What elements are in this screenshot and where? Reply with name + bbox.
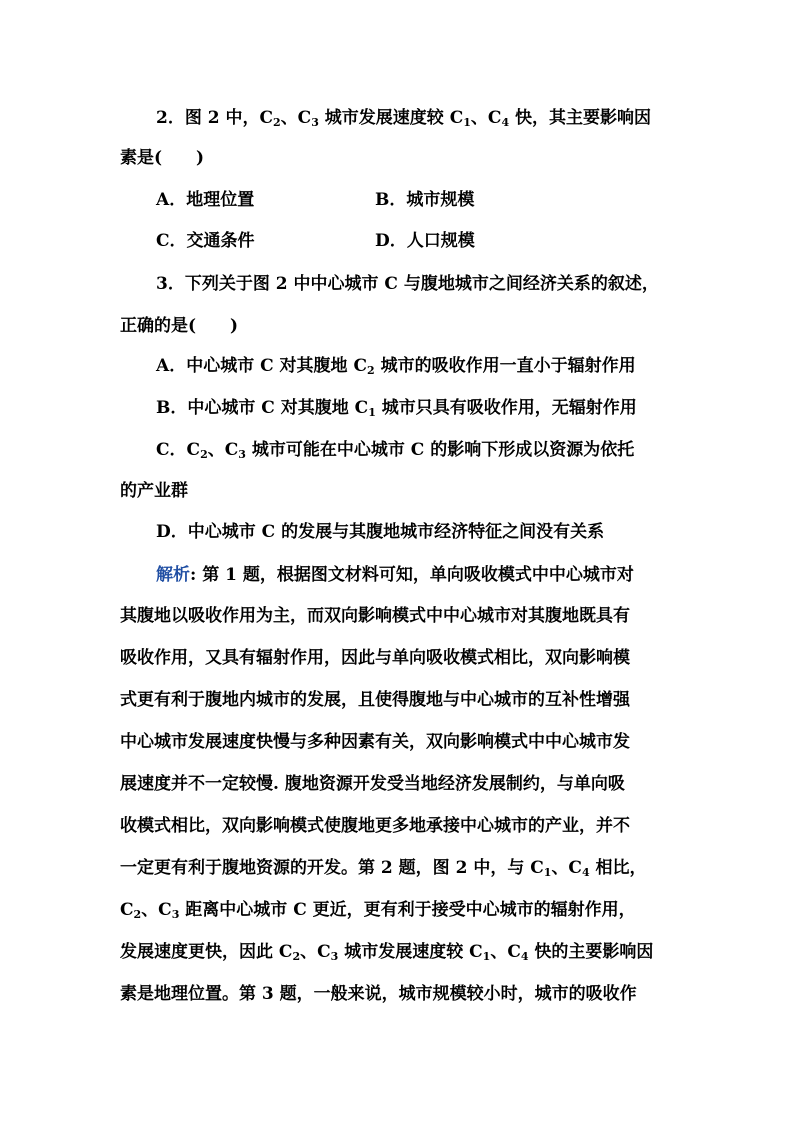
- question-3-stem: 3．下列关于图 2 中中心城市 C 与腹地城市之间经济关系的叙述，: [156, 274, 659, 294]
- q2-sub: 4: [501, 116, 510, 129]
- q3-sub: 2: [367, 364, 375, 377]
- q3-option-a-text: A．中心城市 C 对其腹地 C: [156, 356, 368, 376]
- q2-text-b: 、C: [280, 108, 312, 128]
- analysis-sub: 4: [581, 866, 590, 879]
- q3-sub: 1: [368, 406, 376, 419]
- analysis-sub: 3: [171, 908, 180, 921]
- analysis-text: C: [120, 900, 134, 920]
- q2-text-e: 快，其主要影响因: [509, 108, 652, 128]
- q3-sub: 2: [200, 448, 208, 461]
- analysis-text: 城市发展速度较 C: [338, 942, 483, 962]
- q2-option-c: C．交通条件: [156, 231, 255, 251]
- analysis-line-8: [120, 856, 647, 880]
- analysis-sub: 3: [330, 950, 339, 963]
- q3-option-a-text: 城市的吸收作用一直小于辐射作用: [374, 356, 636, 376]
- analysis-text: 、C: [490, 942, 521, 962]
- q2-text-d: 、C: [470, 108, 502, 128]
- question-2-stem: [156, 106, 651, 130]
- analysis-line-9: [120, 898, 636, 922]
- q2-option-a: A．地理位置: [156, 190, 255, 210]
- q3-option-b-text: 城市只具有吸收作用，无辐射作用: [375, 398, 637, 418]
- q2-sub: 2: [273, 116, 281, 129]
- analysis-text: 相比，: [589, 858, 647, 878]
- analysis-label: 解析: [156, 565, 190, 585]
- analysis-sub: 2: [133, 908, 142, 921]
- question-2-stem-cont: 素是( ): [120, 148, 205, 168]
- q2-option-b: B．城市规模: [375, 190, 475, 210]
- analysis-line-7: 收模式相比，双向影响模式使腹地更多地承接中心城市的产业，并不: [120, 816, 630, 836]
- q3-option-b-text: B．中心城市 C 对其腹地 C: [156, 398, 369, 418]
- analysis-sub: 4: [520, 950, 529, 963]
- analysis-line-6: 展速度并不一定较慢. 腹地资源开发受当地经济发展制约，与单向吸: [120, 774, 625, 794]
- analysis-text: 、C: [551, 858, 582, 878]
- q3-option-c: [156, 438, 634, 462]
- analysis-text: 快的主要影响因: [528, 942, 654, 962]
- analysis-line-3: 吸收作用，又具有辐射作用，因此与单向吸收模式相比，双向影响模: [120, 648, 630, 668]
- q3-option-a: [156, 354, 636, 378]
- analysis-line-1: [156, 563, 634, 587]
- analysis-line-2: 其腹地以吸收作用为主，而双向影响模式中中心城市对其腹地既具有: [120, 606, 630, 626]
- analysis-sub: 1: [543, 866, 552, 879]
- analysis-text: 、C: [141, 900, 172, 920]
- analysis-text: 距离中心城市 C 更近，更有利于接受中心城市的辐射作用，: [179, 900, 636, 920]
- analysis-text: : 第 1 题，根据图文材料可知，单向吸收模式中中心城市对: [190, 565, 634, 585]
- q2-text-a: 2．图 2 中，C: [156, 108, 274, 128]
- analysis-text: 一定更有利于腹地资源的开发。第 2 题，图 2 中，与 C: [120, 858, 544, 878]
- analysis-text: 发展速度更快，因此 C: [120, 942, 293, 962]
- analysis-line-11: 素是地理位置。第 3 题，一般来说，城市规模较小时，城市的吸收作: [120, 984, 637, 1004]
- analysis-sub: 1: [482, 950, 491, 963]
- q3-option-c-text: 城市可能在中心城市 C 的影响下形成以资源为依托: [245, 440, 635, 460]
- q2-option-d: D．人口规模: [375, 231, 475, 251]
- q3-option-c-cont: 的产业群: [120, 481, 188, 501]
- q3-sub: 3: [238, 448, 246, 461]
- analysis-text: 、C: [300, 942, 331, 962]
- q3-option-c-text: C．C: [156, 440, 201, 460]
- q3-option-d: D．中心城市 C 的发展与其腹地城市经济特征之间没有关系: [156, 522, 605, 542]
- q2-sub: 1: [463, 116, 471, 129]
- analysis-line-5: 中心城市发展速度快慢与多种因素有关，双向影响模式中中心城市发: [120, 732, 630, 752]
- q2-text-c: 城市发展速度较 C: [318, 108, 464, 128]
- q2-sub: 3: [311, 116, 319, 129]
- analysis-line-4: 式更有利于腹地内城市的发展，且使得腹地与中心城市的互补性增强: [120, 690, 630, 710]
- q3-option-c-text: 、C: [207, 440, 239, 460]
- analysis-sub: 2: [292, 950, 301, 963]
- q3-option-b: [156, 396, 637, 420]
- question-3-stem-cont: 正确的是( ): [120, 316, 239, 336]
- analysis-line-10: [120, 940, 653, 964]
